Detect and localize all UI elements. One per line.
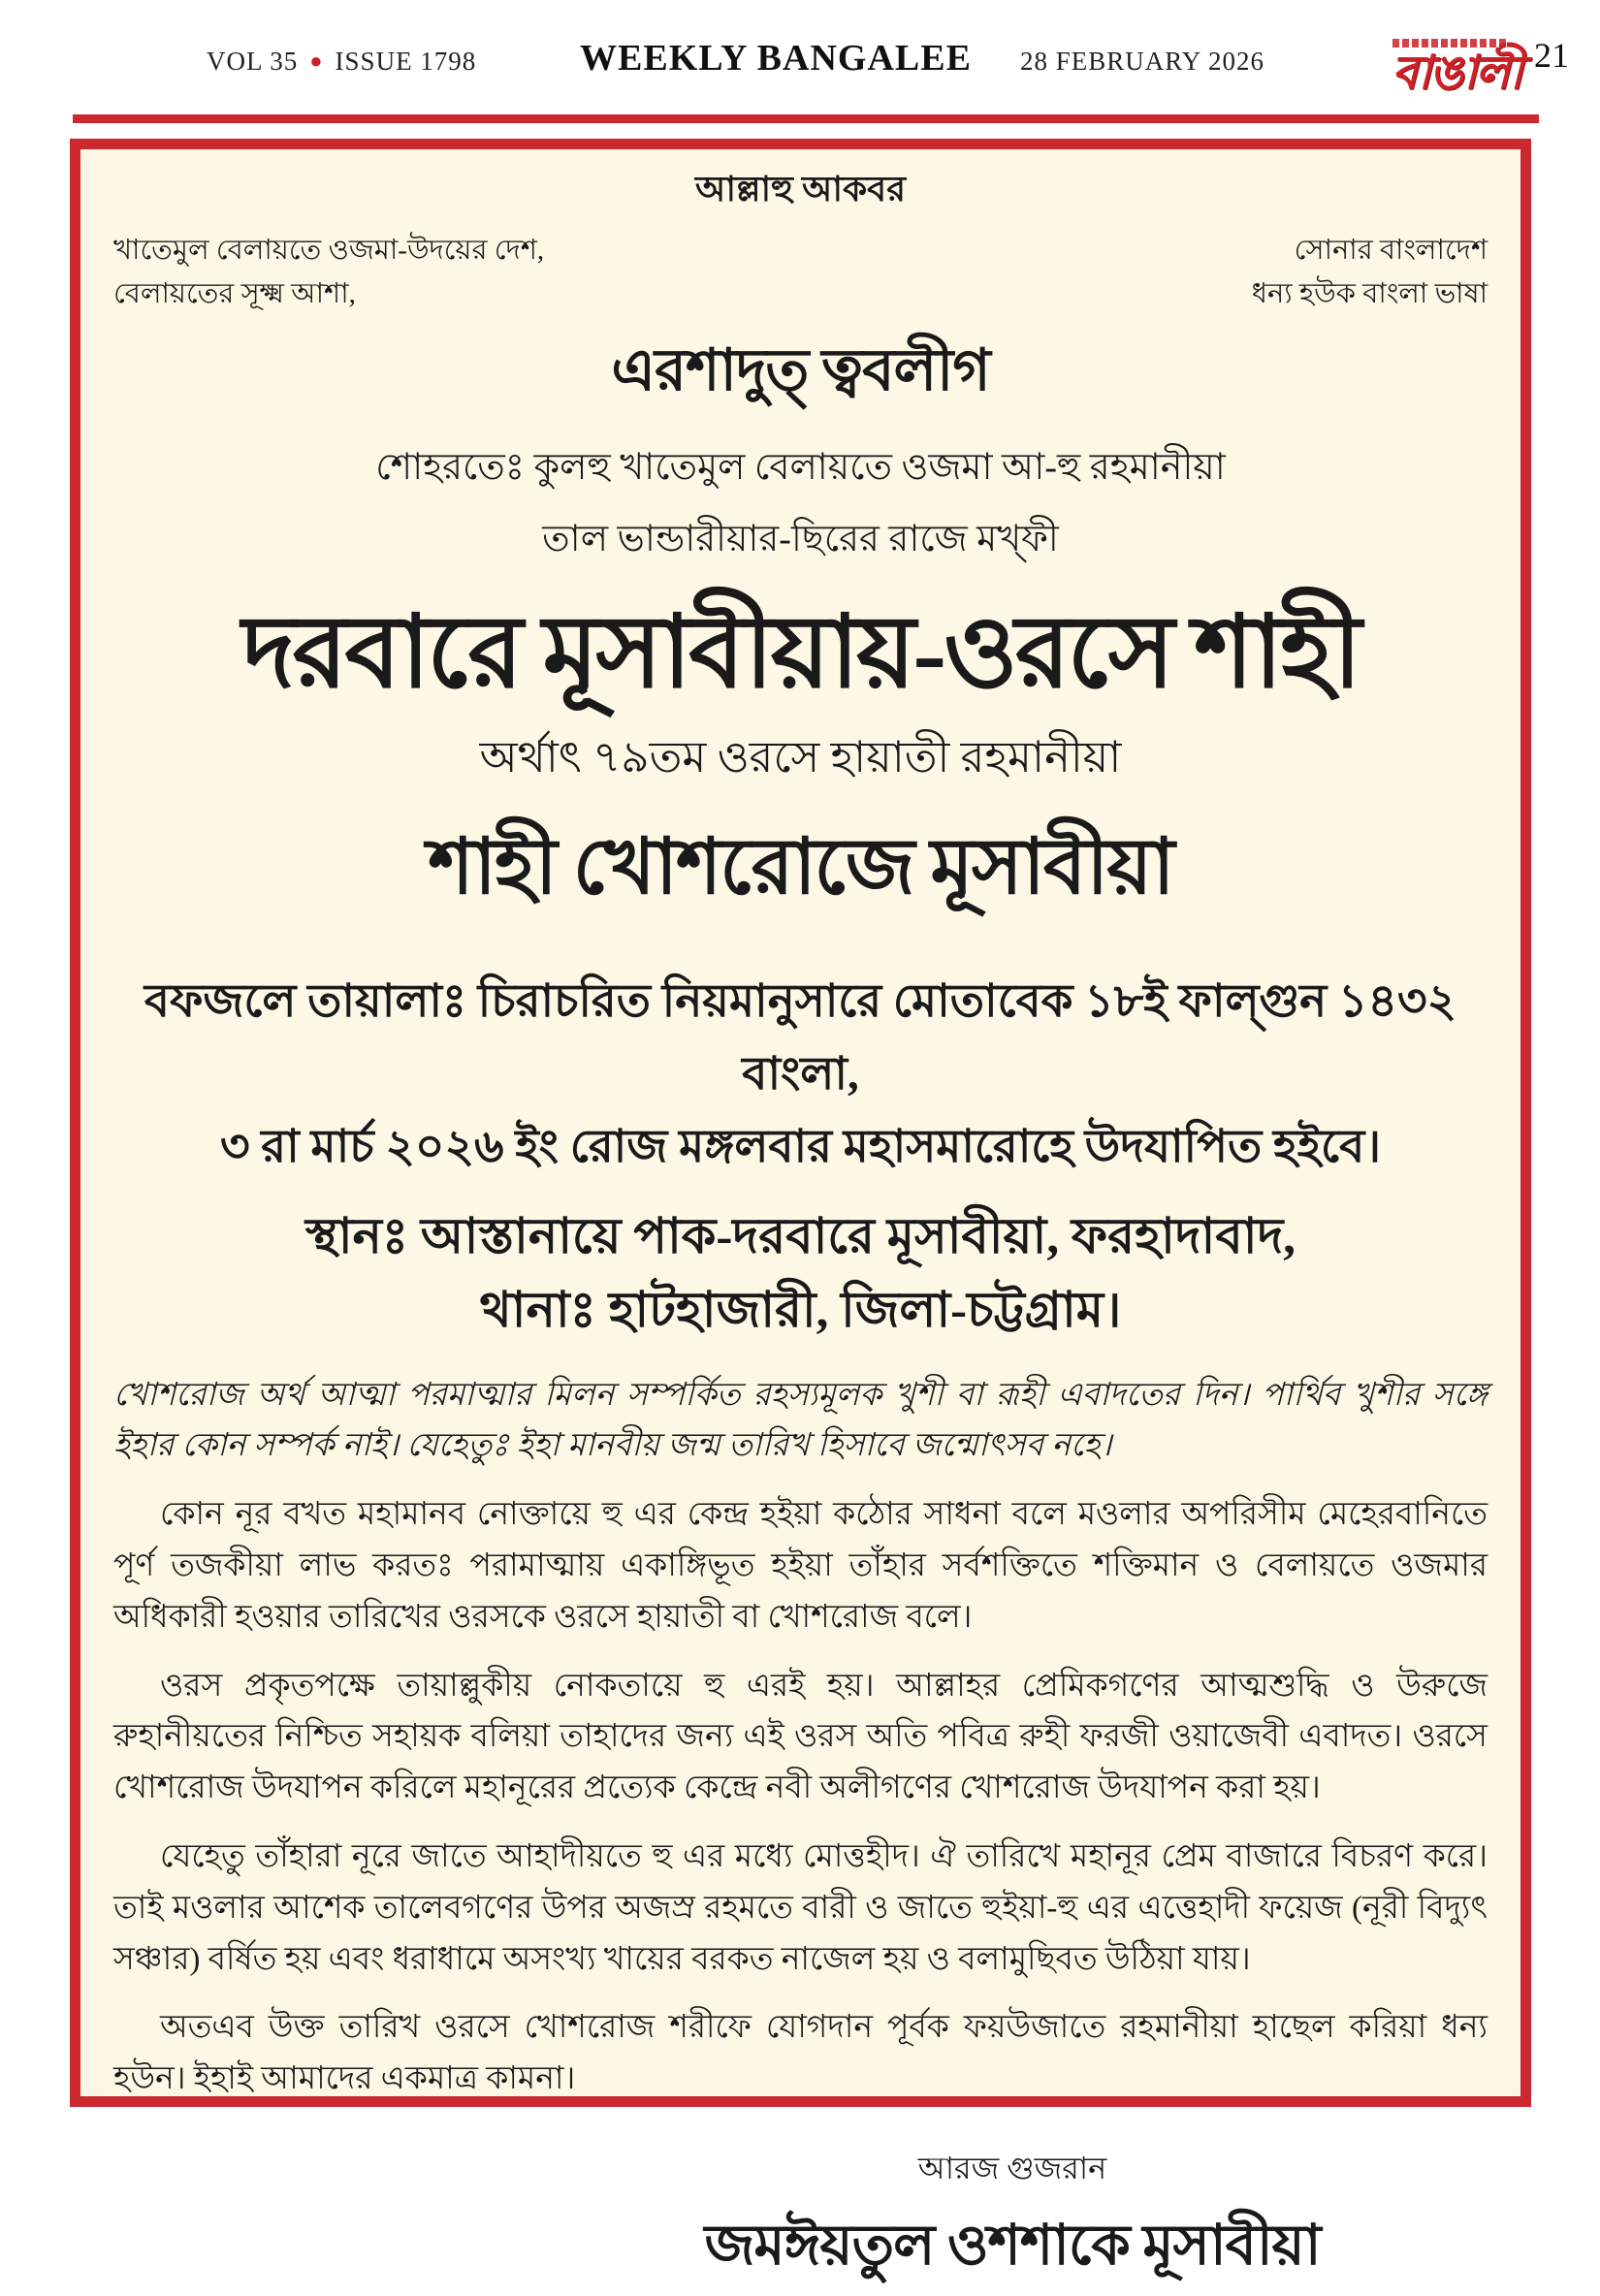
event-date-line: বফজলে তায়ালাঃ চিরাচরিত নিয়মানুসারে মোতাবেক ১৮ই ফাল্গুন ১৪৩২ বাংলা, [144, 976, 1457, 1100]
main-headline: দরবারে মূসাবীয়ায়-ওরসে শাহী [241, 596, 1360, 709]
definition-paragraph: খোশরোজ অর্থ আত্মা পরমাত্মার মিলন সম্পর্কিত রহস্যমূলক খুশী বা রূহী এবাদতের দিন। পার্থিব খুশীর সঙ্গে ইহার কোন সম্পর্ক নাই। যেহেতুঃ ইহা মানবীয় জন্ম তারিখ হিসাবে জন্মোৎসব নহে। [113, 1377, 1488, 1464]
corner-left-line: বেলায়তের সূক্ষ্ম আশা, [113, 277, 356, 309]
volume-label: VOL 35 [207, 47, 299, 76]
corner-right [1252, 229, 1488, 316]
body-paragraph: ওরস প্রকৃতপক্ষে তায়াল্লুকীয় নোকতায়ে হু এরই হয়। আল্লাহর প্রেমিকগণের আত্মশুদ্ধি ও উরুজে রুহানীয়তের নিশ্চিত সহায়ক বলিয়া তাহাদের জন্য এই ওরস অতি পবিত্র রুহী ফরজী ওয়াজেবী এবাদত। ওরসে খোশরোজ উদযাপন করিলে মহানূরের প্রত্যেক কেন্দ্রে নবী অলীগণের খোশরোজ উদযাপন করা হয়। [113, 1668, 1488, 1806]
corner-left-line: খাতেমুল বেলায়তে ওজমা-উদয়ের দেশ, [113, 235, 545, 266]
page-number: 21 [1534, 36, 1569, 75]
masthead-logo [1389, 39, 1524, 109]
page-header [0, 0, 1600, 126]
masthead-title: WEEKLY BANGALEE [580, 38, 972, 79]
sub-headline: অর্থাৎ ৭৯তম ওরসে হায়াতী রহমানীয়া [479, 733, 1122, 782]
corner-right-line: সোনার বাংলাদেশ [1294, 235, 1488, 266]
body-paragraph: যেহেতু তাঁহারা নূরে জাতে আহাদীয়তে হু এর মধ্যে মোত্তহীদ। ঐ তারিখে মহানূর প্রেম বাজারে বিচরণ করে। তাই মওলার আশেক তালেবগণের উপর অজস্র রহমতে বারী ও জাতে হুইয়া-হু এর এত্তেহাদী ফয়েজ (নূরী বিদ্যুৎ সঞ্চার) বর্ষিত হয় এবং ধরাধামে অসংখ্য খায়ের বরকত নাজেল হয় ও বলামুছিবত উঠিয়া যায়। [113, 1839, 1488, 1977]
venue-announcement [113, 1200, 1488, 1349]
closing-label: আরজ গুজরান [917, 2150, 1107, 2185]
issue-date: 28 FEBRUARY 2026 [1020, 47, 1265, 76]
signature-name: জমঈয়তুল ওশশাকে মূসাবীয়া [704, 2213, 1321, 2277]
body-paragraph: অতএব উক্ত তারিখ ওরসে খোশরোজ শরীফে যোগদান পূর্বক ফয়উজাতে রহমানীয়া হাছেল করিয়া ধন্য হউন। ইহাই আমাদের একমাত্র কামনা। [113, 2010, 1488, 2097]
subtitle-line-2: তাল ভান্ডারীয়ার-ছিরের রাজে মখ্‌ফী [542, 518, 1059, 559]
corner-lines [113, 229, 1488, 316]
invocation-line: আল্লাহু আকবর [694, 170, 907, 208]
announcement-box [70, 139, 1531, 2277]
secondary-headline: শাহী খোশরোজে মূসাবীয়া [428, 825, 1173, 911]
event-date-announcement [113, 966, 1488, 1185]
subtitle-line-1: শোহরতেঃ কুলহু খাতেমুল বেলায়তে ওজমা আ-হু রহমানীয়া [375, 446, 1226, 488]
signature-block [615, 2144, 1410, 2296]
corner-right-line: ধন্য হউক বাংলা ভাষা [1251, 277, 1488, 309]
issue-label: ISSUE 1798 [335, 47, 477, 76]
venue-line: স্থানঃ আস্তানায়ে পাক-দরবারে মূসাবীয়া, ফরহাদাবাদ, [304, 1209, 1296, 1264]
logo-tagline-strip [1392, 39, 1507, 48]
logo-wordmark: বাঙালী [1392, 48, 1521, 99]
venue-line: থানাঃ হাটহাজারী, জিলা-চট্টগ্রাম। [479, 1284, 1122, 1339]
body-paragraph: কোন নূর বখত মহামানব নোক্তায়ে হু এর কেন্দ্র হইয়া কঠোর সাধনা বলে মওলার অপরিসীম মেহেরবানিতে পূর্ণ তজকীয়া লাভ করতঃ পরামাত্মায় একাঙ্গিভূত হইয়া তাঁহার সর্বশক্তিতে শক্তিমান ও বেলায়তে ওজমার অধিকারী হওয়ার তারিখের ওরসকে ওরসে হায়াতী বা খোশরোজ বলে। [113, 1497, 1488, 1635]
bullet-separator-icon: ● [309, 48, 324, 73]
corner-left [113, 229, 544, 316]
event-date-line: ৩ রা মার্চ ২০২৬ ইং রোজ মঙ্গলবার মহাসমারোহে উদযাপিত হইবে। [219, 1122, 1382, 1173]
volume-issue [207, 47, 476, 77]
header-rule [73, 114, 1539, 123]
organization-title: এরশাদুত্ ত্ববলীগ [611, 337, 990, 402]
